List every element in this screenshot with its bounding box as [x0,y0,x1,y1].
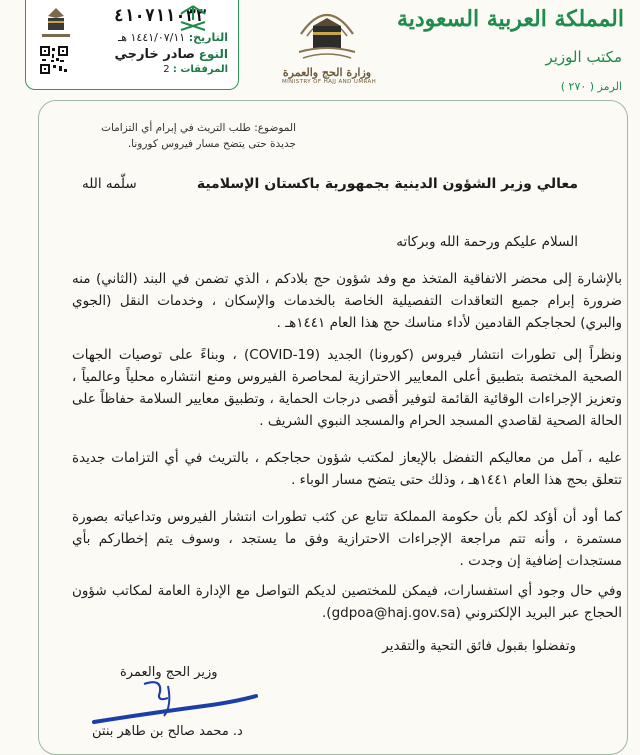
ministry-mini-logo-icon [34,4,78,44]
letter-subject: الموضوع: طلب التريث في إبرام أي التزامات جديدة حتى يتضح مسار فيروس كورونا. [101,122,296,150]
addressee-salutation: سلّمه الله [82,176,137,192]
paragraph: ونظراً إلى تطورات انتشار فيروس (كورونا) الجديد (COVID-19) ، وبناءً على توصيات الجهات الصحية المختصة بتطبيق أعلى المعايير الاحترازية لمحاصرة الفيروس ومنع انتشاره محلياً وعالمياً ، وتعزيز الإجراءات الوقائية القائمة لتوفير أقصى درجات الحماية ، وتطبيق معايير السلامة حفاظاً على الحالة الصحية لقاصدي المسجد الحرام والمسجد النبوي الشريف . [72,347,622,429]
date-label: التاريخ: [188,31,228,44]
paragraph: بالإشارة إلى محضر الاتفاقية المتخذ مع وفد شؤون حج بلادكم ، الذي تضمن في البند (الثاني) منه ضرورة إبرام جميع التعاقدات التفصيلية الخاصة بالخدمات والإسكان ، وخدمات النقل (الجوي والبري) لحجاجكم القادمين لأداء مناسك حج هذا العام ١٤٤١هـ . [72,271,622,331]
reference-type-line [115,47,228,62]
ministry-name-english: MINISTRY OF HAJJ AND UMRAH [282,79,377,85]
date-value: ١٤٤١/٠٧/١١ هـ [117,31,186,44]
type-value: صادر خارجي [114,47,195,62]
kaaba-logo-icon [295,4,359,64]
ministry-name-arabic: وزارة الحج والعمرة [282,66,372,79]
office-title: مكتب الوزير [545,48,622,66]
kingdom-title: المملكة العربية السعودية [396,6,624,32]
reference-stamp [25,0,239,90]
reference-date-line [118,31,228,44]
signer-name: د. محمد صالح بن طاهر بنتن [92,724,243,739]
type-label: النوع [198,47,228,61]
attachments-value: 2 [163,64,170,75]
paragraph: وفي حال وجود أي استفسارات، فيمكن للمختصين لديكم التواصل مع الإدارة العامة لمكاتب شؤون الحجاج عبر البريد الإلكتروني (gdpoa@haj.gov.sa). [72,583,622,621]
reference-attachments-line [163,64,228,75]
paragraph: كما أود أن أؤكد لكم بأن حكومة المملكة تتابع عن كثب تطورات انتشار الفيروس وتداعياته بصورة مستمرة ، وأنه تتم مراجعة الإجراءات الاحترازية وفق ما يستجد ، وسوف يتم إخطاركم بأي مستجدات إضافية إن وجدت . [72,509,622,569]
closing-line: وتفضلوا بقبول فائق التحية والتقدير [382,638,576,654]
paragraph: عليه ، آمل من معاليكم التفضل بالإيعاز لمكتب شؤون حجاجكم ، بالتريث في أي التزامات جديدة تتعلق بحج هذا العام ١٤٤١هـ ، وذلك حتى يتضح مسار الوباء . [72,450,622,488]
qr-code-icon [40,46,68,74]
office-code: الرمز ( ٢٧٠ ) [560,80,622,93]
palm-swords-emblem-icon [176,4,210,34]
greeting: السلام عليكم ورحمة الله وبركاته [396,234,578,250]
ministry-logo [282,4,377,96]
signer-title: وزير الحج والعمرة [120,665,218,680]
attachments-label: المرفقات : [172,64,228,75]
addressee: معالي وزير الشؤون الدينية بجمهورية باكستان الإسلامية [196,176,578,192]
reference-number: ٤١٠٧١١٠٣٣ [114,6,207,26]
